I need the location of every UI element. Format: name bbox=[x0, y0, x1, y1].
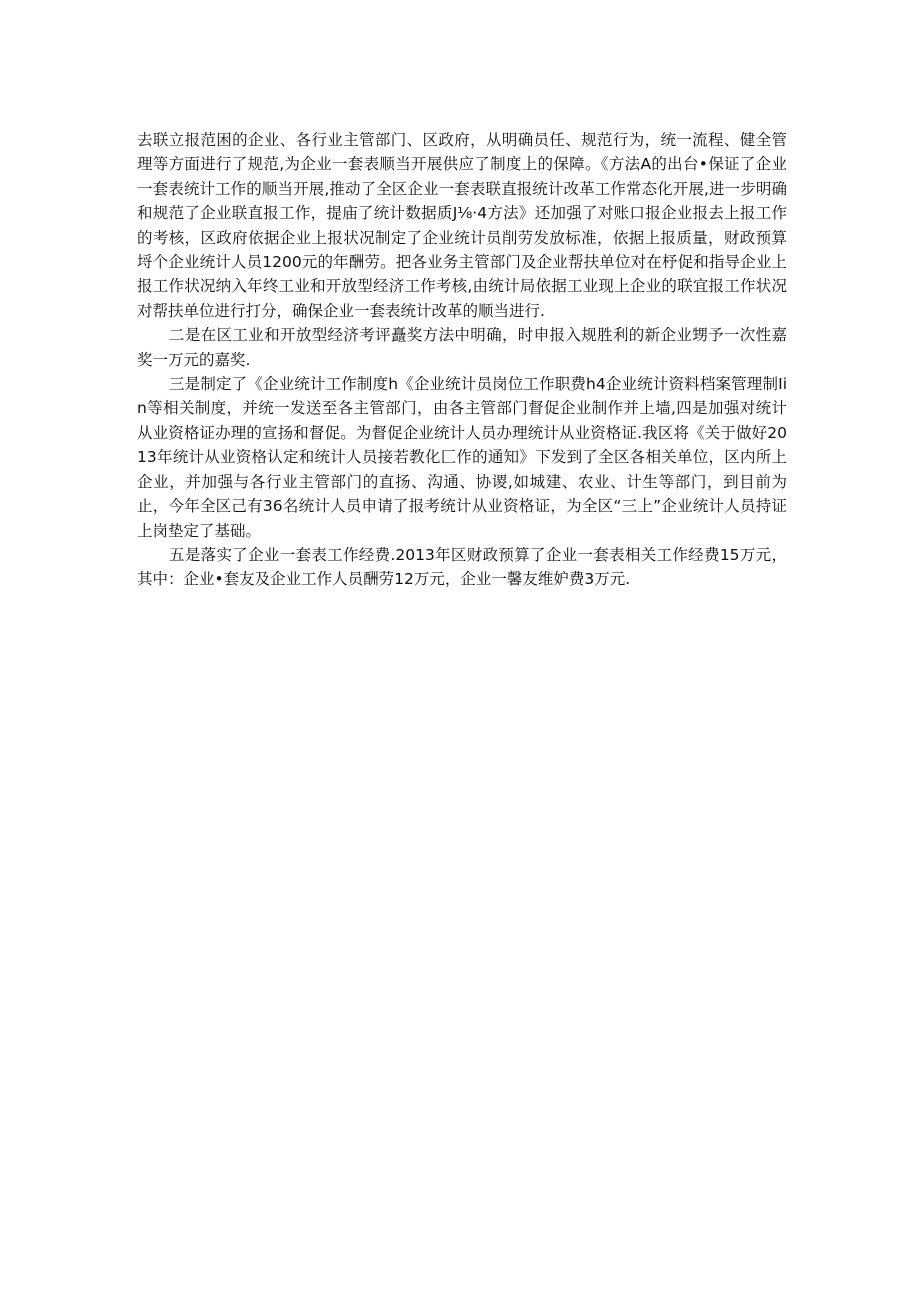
paragraph-second-point: 二是在区工业和开放型经济考评矗奖方法中明确，时申报入规胜利的新企业甥予一次性嘉奖一万元的嘉奖. bbox=[137, 326, 787, 369]
document-body bbox=[137, 128, 787, 592]
paragraph-continued: 去联立报范困的企业、各行业主管部门、区政府，从明确员任、规范行为，统一流程、健全管理等方面进行了规范,为企业一套表顺当开展供应了制度上的保障。《方法A的出台•保证了企业一套表统计工作的顺当开展,推动了全区企业一套表联直报统计改革工作常态化开展,进一步明确和规范了企业联直报工作，提庙了统计数据质J⅛·4方法》还加强了对账口报企业报去上报工作的考核，区政府依据企业上报状况制定了企业统计员削劳发放标准，依据上报质量，财政预算埒个企业统计人员1200元的年酬劳。把各业务主管部门及企业帮扶单位对在杼促和指导企业上报工作状况纳入年终工业和开放型经济工作考核,由统计局依据工业现上企业的联宜报工作状况对帮扶单位进行打分，确保企业一套表统计改革的顺当进行. bbox=[137, 131, 787, 320]
paragraph-fifth-point: 五是落实了企业一套表工作经费.2013年区财政预算了企业一套表相关工作经费15万元，其中：企业•套友及企业工作人员酬劳12万元，企业一馨友维妒费3万元. bbox=[137, 545, 787, 589]
paragraph-third-point: 三是制定了《企业统计工作制度h《企业统计员岗位工作职费h4企业统计资料档案管理制Iin等相关制度，并统一发送至各主管部门，由各主管部门督促企业制作并上墙,四是加强对统计从业资格证办理的宣扬和督促。为督促企业统计人员办理统计从业资格证.我区将《关于做好2013年统计从业资格认定和统计人员接若教化匚作的通知》下发到了全区各相关单位，区内所上企业，并加强与各行业主管部门的直扬、沟通、协谡,如城建、农业、计生等部门，到目前为止，今年全区己有36名统计人员申请了报考统计从业资格证，为全区“三上”企业统计人员持证上岗垫定了基础。 bbox=[137, 375, 787, 540]
